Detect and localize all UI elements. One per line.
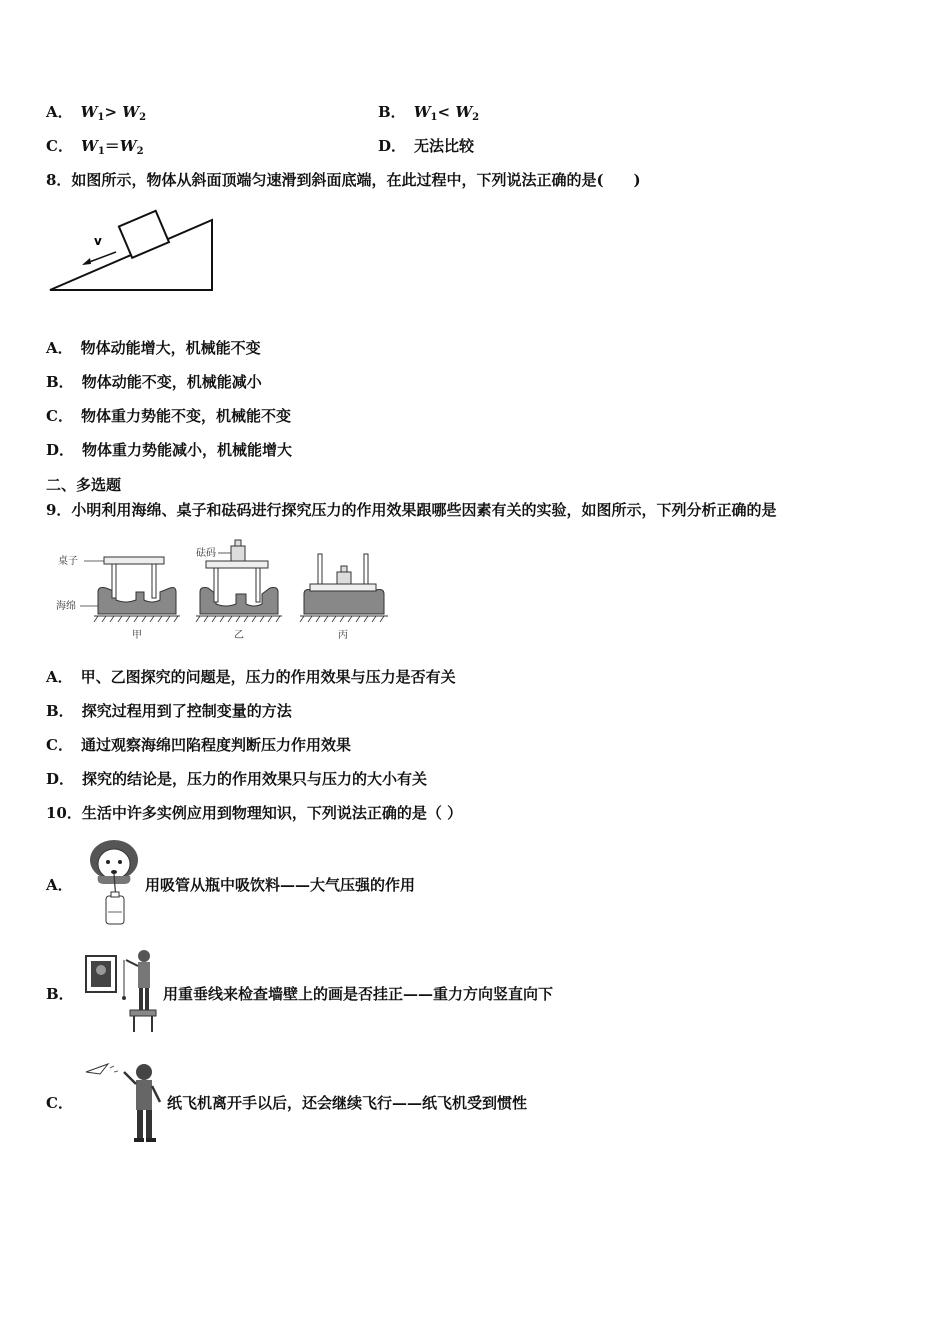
q8-option-d: D． 物体重力势能减小，机械能增大 <box>46 441 293 459</box>
q7-option-b: B． $W_1< W_2$ <box>378 103 480 123</box>
caption-bing: 丙 <box>338 630 348 641</box>
velocity-label: v <box>94 234 102 248</box>
paper-plane-picture <box>84 1058 168 1148</box>
q8-option-b: B． 物体动能不变，机械能减小 <box>46 373 262 391</box>
q9-option-c: C． 通过观察海绵凹陷程度判断压力作用效果 <box>46 736 351 754</box>
setup-jia <box>94 557 180 641</box>
q9-stem: 9．小明利用海绵、桌子和砝码进行探究压力的作用效果跟哪些因素有关的实验，如图所示，下列分析正确的是 <box>46 501 777 519</box>
drinking-straw-picture <box>84 838 144 930</box>
label-sponge: 海绵 <box>56 601 76 612</box>
caption-yi: 乙 <box>234 630 244 641</box>
q10-option-c-letter: C． <box>46 1094 73 1112</box>
label-weight: 砝码 <box>196 548 216 559</box>
q9-option-d: D． 探究的结论是，压力的作用效果只与压力的大小有关 <box>46 770 428 788</box>
q9-option-b: B． 探究过程用到了控制变量的方法 <box>46 702 292 720</box>
q8-option-c: C． 物体重力势能不变，机械能不变 <box>46 407 291 425</box>
sponge-experiment-figure <box>54 534 394 646</box>
q7-option-a: A． $W_1> W_2$ <box>46 103 147 123</box>
sliding-block <box>119 211 169 258</box>
q8-stem: 8．如图所示，物体从斜面顶端匀速滑到斜面底端，在此过程中，下列说法正确的是( ) <box>46 171 641 189</box>
q10-stem: 10．生活中许多实例应用到物理知识，下列说法正确的是（ ） <box>46 804 463 822</box>
q7-option-d: D． 无法比较 <box>378 137 475 155</box>
section-title: 二、多选题 <box>46 476 122 494</box>
velocity-arrowhead <box>82 258 91 265</box>
caption-jia: 甲 <box>132 630 142 641</box>
q10-option-b-letter: B． <box>46 985 74 1003</box>
q10-option-b-text: 用重垂线来检查墙壁上的画是否挂正——重力方向竖直向下 <box>163 985 554 1003</box>
q8-option-a: A． 物体动能增大，机械能不变 <box>46 339 261 357</box>
q10-option-c-text: 纸飞机离开手以后，还会继续飞行——纸飞机受到惯性 <box>167 1094 528 1112</box>
q10-option-a-text: 用吸管从瓶中吸饮料——大气压强的作用 <box>145 876 416 894</box>
incline-figure <box>46 200 216 295</box>
q9-option-a: A． 甲、乙图探究的问题是，压力的作用效果与压力是否有关 <box>46 668 456 686</box>
setup-bing <box>300 554 388 641</box>
q10-option-a-letter: A． <box>46 876 73 894</box>
q7-option-c: C． $W_1=W_2$ <box>46 137 144 157</box>
label-table: 桌子 <box>58 556 78 567</box>
plumb-line-picture <box>80 946 162 1038</box>
